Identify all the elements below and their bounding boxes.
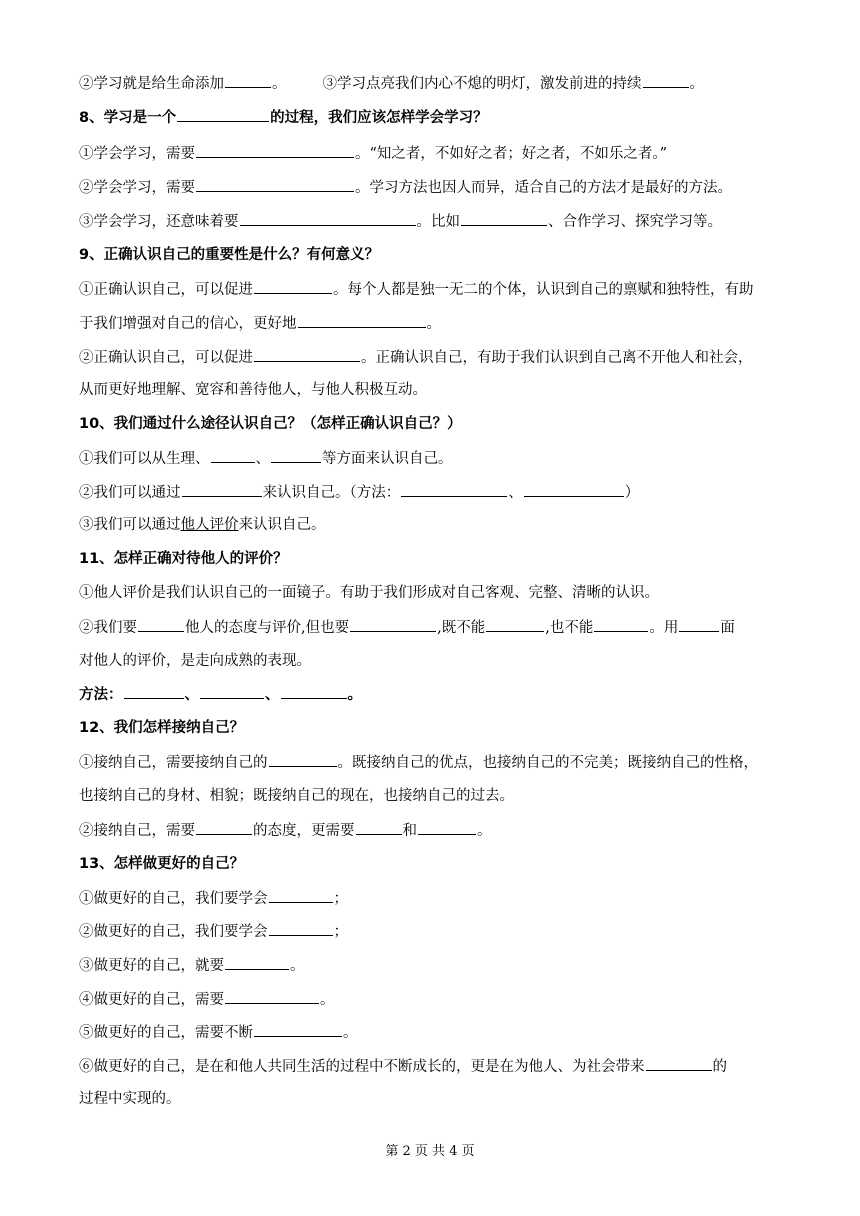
blank[interactable] — [679, 617, 719, 632]
text: 。既接纳自己的优点，也接纳自己的不完美；既接纳自己的性格， — [337, 755, 758, 771]
blank[interactable] — [200, 684, 264, 699]
text: ,也不能 — [545, 620, 594, 636]
text: 。每个人都是独一无二的个体，认识到自己的禀赋和独特性，有助 — [333, 282, 754, 298]
text: 、 — [265, 687, 280, 703]
blank[interactable] — [281, 684, 347, 699]
text: ②学习就是给生命添加 — [79, 76, 224, 92]
blank[interactable] — [196, 820, 252, 835]
text: 来认识自己。（方法： — [262, 485, 401, 501]
text: ③学习点亮我们内心不熄的明灯，激发前进的持续 — [322, 76, 642, 92]
text: ②学会学习，需要 — [79, 180, 195, 196]
text: ①正确认识自己，可以促进 — [79, 282, 253, 298]
line-13-6-cont: 过程中实现的。 — [79, 1091, 181, 1107]
blank[interactable] — [269, 921, 333, 936]
text: 、 — [255, 451, 270, 467]
line-13-5 — [79, 1022, 800, 1043]
line-learning-2 — [79, 73, 800, 94]
text: ③我们可以通过 — [79, 517, 181, 533]
text: ①我们可以从生理、 — [79, 451, 210, 467]
text: ③做更好的自己，就要 — [79, 958, 224, 974]
text: 。 — [343, 1025, 358, 1041]
text: 。 — [272, 76, 287, 92]
question-12: 12、我们怎样接纳自己？ — [79, 720, 245, 736]
blank[interactable] — [418, 820, 476, 835]
text: ； — [333, 891, 348, 907]
question-9: 9、正确认识自己的重要性是什么？有何意义？ — [79, 247, 380, 263]
blank[interactable] — [356, 820, 402, 835]
blank[interactable] — [486, 617, 544, 632]
blank[interactable] — [350, 617, 436, 632]
blank[interactable] — [177, 107, 269, 122]
line-8-1 — [79, 143, 800, 164]
text: 和 — [402, 823, 417, 839]
text: 来认识自己。 — [238, 517, 326, 533]
text: 的 — [712, 1059, 727, 1075]
text: 、 — [184, 687, 199, 703]
page-footer: 第 2 页 共 4 页 — [385, 1144, 475, 1159]
question-11: 11、怎样正确对待他人的评价？ — [79, 551, 288, 567]
text: 。 — [290, 958, 305, 974]
text: 。 — [320, 992, 335, 1008]
line-11-1: ①他人评价是我们认识自己的一面镜子。有助于我们形成对自己客观、完整、清晰的认识。 — [79, 585, 659, 601]
line-9-2 — [79, 347, 800, 368]
blank[interactable] — [298, 313, 426, 328]
text: 。正确认识自己，有助于我们认识到自己离不开他人和社会， — [361, 350, 753, 366]
line-11-methods — [79, 684, 800, 705]
line-11-2 — [79, 617, 800, 638]
line-12-1-cont: 也接纳自己的身材、相貌；既接纳自己的现在，也接纳自己的过去。 — [79, 788, 514, 804]
blank[interactable] — [254, 347, 360, 362]
text: ①接纳自己，需要接纳自己的 — [79, 755, 268, 771]
text: 等方面来认识自己。 — [322, 451, 453, 467]
line-8-2 — [79, 177, 800, 198]
text: ⑤做更好的自己，需要不断 — [79, 1025, 253, 1041]
blank[interactable] — [225, 955, 289, 970]
blank[interactable] — [271, 448, 321, 463]
question-13: 13、怎样做更好的自己？ — [79, 856, 245, 872]
text: ①学会学习，需要 — [79, 146, 195, 162]
text: 。 — [477, 823, 492, 839]
text: 。学习方法也因人而异，适合自己的方法才是最好的方法。 — [355, 180, 732, 196]
line-12-1 — [79, 752, 800, 773]
line-13-4 — [79, 989, 800, 1010]
question-10: 10、我们通过什么途径认识自己？（怎样正确认识自己？） — [79, 416, 462, 432]
text: 的过程，我们应该怎样学会学习？ — [270, 110, 488, 126]
blank[interactable] — [196, 143, 354, 158]
text: ②我们要 — [79, 620, 137, 636]
blank[interactable] — [124, 684, 184, 699]
blank[interactable] — [646, 1056, 712, 1071]
text: 的态度，更需要 — [253, 823, 355, 839]
text: ②做更好的自己，我们要学会 — [79, 924, 268, 940]
line-11-2-cont: 对他人的评价，是走向成熟的表现。 — [79, 653, 311, 669]
underlined-answer: 他人评价 — [180, 517, 239, 533]
blank[interactable] — [138, 617, 184, 632]
line-10-3 — [79, 515, 800, 535]
text: ； — [333, 924, 348, 940]
blank[interactable] — [254, 1022, 342, 1037]
text: ②接纳自己，需要 — [79, 823, 195, 839]
line-10-1 — [79, 448, 800, 469]
text: 、 — [508, 485, 523, 501]
text: 他人的态度与评价,但也要 — [185, 620, 350, 636]
blank[interactable] — [461, 211, 547, 226]
text: 。用 — [649, 620, 679, 636]
text: ①做更好的自己，我们要学会 — [79, 891, 268, 907]
text: 面 — [720, 620, 735, 636]
line-12-2 — [79, 820, 800, 841]
text: 。 — [347, 687, 362, 703]
text: ②我们可以通过 — [79, 485, 181, 501]
blank[interactable] — [196, 177, 354, 192]
text: 。 — [689, 76, 704, 92]
blank[interactable] — [524, 482, 624, 497]
text: 。“知之者，不如好之者；好之者，不如乐之者。” — [355, 146, 668, 162]
text: 。比如 — [416, 214, 460, 230]
text: ②正确认识自己，可以促进 — [79, 350, 253, 366]
blank[interactable] — [240, 211, 416, 226]
text: 。 — [426, 316, 441, 332]
question-8 — [79, 107, 800, 128]
blank[interactable] — [269, 752, 337, 767]
line-13-2 — [79, 921, 800, 942]
text: ,既不能 — [437, 620, 486, 636]
text: 、合作学习、探究学习等。 — [548, 214, 722, 230]
text: 8、学习是一个 — [79, 110, 177, 126]
blank[interactable] — [211, 448, 255, 463]
text: ⑥做更好的自己，是在和他人共同生活的过程中不断成长的，更是在为他人、为社会带来 — [79, 1059, 645, 1075]
line-13-3 — [79, 955, 800, 976]
line-13-1 — [79, 888, 800, 909]
line-8-3 — [79, 211, 800, 232]
blank[interactable] — [401, 482, 507, 497]
text: ） — [624, 485, 640, 501]
blank[interactable] — [594, 617, 648, 632]
line-10-2 — [79, 482, 800, 503]
line-9-2-cont: 从而更好地理解、宽容和善待他人，与他人积极互动。 — [79, 382, 427, 398]
line-9-1-cont — [79, 313, 800, 334]
blank[interactable] — [269, 888, 333, 903]
blank[interactable] — [182, 482, 262, 497]
text: ④做更好的自己，需要 — [79, 992, 224, 1008]
text: ③学会学习，还意味着要 — [79, 214, 239, 230]
blank[interactable] — [643, 73, 689, 88]
text: 于我们增强对自己的信心，更好地 — [79, 316, 297, 332]
blank[interactable] — [254, 279, 332, 294]
blank[interactable] — [225, 989, 319, 1004]
text: 方法： — [79, 687, 123, 703]
line-13-6 — [79, 1056, 800, 1077]
line-9-1 — [79, 279, 800, 300]
blank[interactable] — [225, 73, 271, 88]
